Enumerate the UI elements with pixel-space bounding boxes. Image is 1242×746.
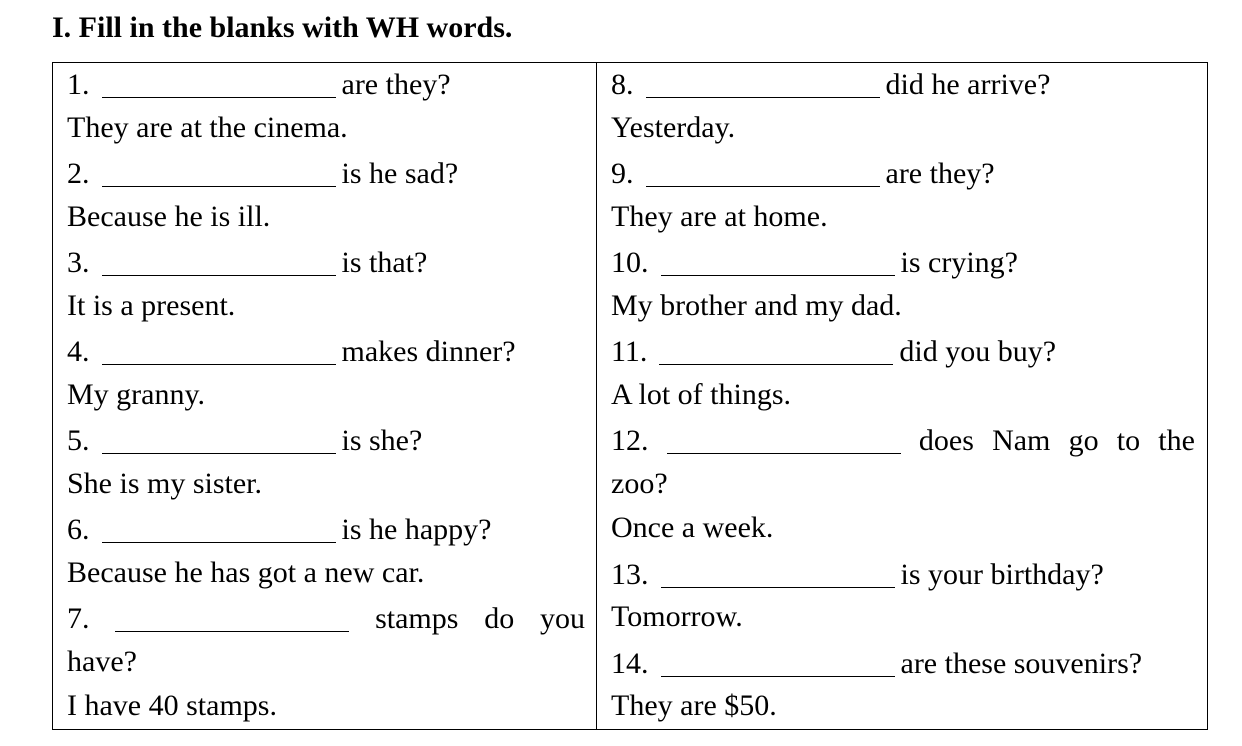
question-number: 2. <box>67 157 90 190</box>
question-text: is crying? <box>900 246 1018 279</box>
answer-blank[interactable] <box>102 514 336 543</box>
answer-blank[interactable] <box>667 425 901 454</box>
question-1 <box>67 65 451 103</box>
answer-blank[interactable] <box>115 603 349 632</box>
question-number: 12. <box>611 424 649 457</box>
answer-blank[interactable] <box>659 336 893 365</box>
question-word: does <box>918 424 974 457</box>
answer-4: My granny. <box>67 378 206 411</box>
answer-10: My brother and my dad. <box>611 289 902 322</box>
question-word: to <box>1116 424 1141 457</box>
question-number: 7. <box>67 602 90 635</box>
question-text: makes dinner? <box>341 335 516 368</box>
question-2 <box>67 154 458 192</box>
question-number: 5. <box>67 424 90 457</box>
question-text: is she? <box>341 424 423 457</box>
question-11 <box>611 332 1056 370</box>
answer-blank[interactable] <box>102 336 336 365</box>
answer-7: I have 40 stamps. <box>67 689 277 722</box>
question-word: Nam <box>992 424 1051 457</box>
answer-blank[interactable] <box>661 247 895 276</box>
left-column <box>53 63 597 729</box>
question-3 <box>67 243 427 281</box>
answer-blank[interactable] <box>102 425 336 454</box>
question-word: the <box>1158 424 1195 457</box>
question-word: you <box>539 602 585 635</box>
answer-blank[interactable] <box>102 247 336 276</box>
answer-9: They are at home. <box>611 200 828 233</box>
answer-blank[interactable] <box>661 648 895 677</box>
question-text: is he sad? <box>341 157 459 190</box>
question-number: 3. <box>67 246 90 279</box>
answer-blank[interactable] <box>661 559 895 588</box>
question-13 <box>611 555 1104 593</box>
question-text: is he happy? <box>341 513 492 546</box>
question-9 <box>611 154 995 192</box>
question-number: 8. <box>611 68 634 101</box>
answer-blank[interactable] <box>102 158 336 187</box>
exercise-table <box>52 62 1208 730</box>
question-text: is that? <box>341 246 428 279</box>
question-word: go <box>1068 424 1099 457</box>
question-number: 9. <box>611 157 634 190</box>
question-number: 13. <box>611 558 649 591</box>
answer-1: They are at the cinema. <box>67 111 348 144</box>
question-number: 6. <box>67 513 90 546</box>
question-text: are they? <box>341 68 451 101</box>
answer-blank[interactable] <box>646 69 880 98</box>
answer-12: Once a week. <box>611 511 774 544</box>
answer-13: Tomorrow. <box>611 600 743 633</box>
question-number: 1. <box>67 68 90 101</box>
question-7 <box>67 599 585 637</box>
answer-8: Yesterday. <box>611 111 736 144</box>
answer-6: Because he has got a new car. <box>67 556 425 589</box>
answer-2: Because he is ill. <box>67 200 271 233</box>
answer-11: A lot of things. <box>611 378 792 411</box>
answer-14: They are $50. <box>611 689 777 722</box>
question-number: 10. <box>611 246 649 279</box>
question-number: 11. <box>611 335 648 368</box>
question-6 <box>67 510 491 548</box>
question-5 <box>67 421 422 459</box>
question-word: do <box>484 602 515 635</box>
question-text: is your birthday? <box>900 558 1104 591</box>
question-7-continued: have? <box>67 645 137 678</box>
question-12-continued: zoo? <box>611 467 668 500</box>
question-4 <box>67 332 516 370</box>
answer-blank[interactable] <box>646 158 880 187</box>
question-text: did he arrive? <box>885 68 1051 101</box>
question-10 <box>611 243 1018 281</box>
answer-blank[interactable] <box>102 69 336 98</box>
question-word: stamps <box>375 602 459 635</box>
worksheet-title: I. Fill in the blanks with WH words. <box>52 11 513 44</box>
question-8 <box>611 65 1050 103</box>
question-14 <box>611 644 1142 682</box>
question-number: 14. <box>611 647 649 680</box>
question-text: did you buy? <box>899 335 1057 368</box>
question-number: 4. <box>67 335 90 368</box>
question-12 <box>611 421 1195 459</box>
right-column <box>597 63 1207 729</box>
question-text: are they? <box>885 157 995 190</box>
question-text: are these souvenirs? <box>900 647 1143 680</box>
answer-3: It is a present. <box>67 289 236 322</box>
answer-5: She is my sister. <box>67 467 263 500</box>
